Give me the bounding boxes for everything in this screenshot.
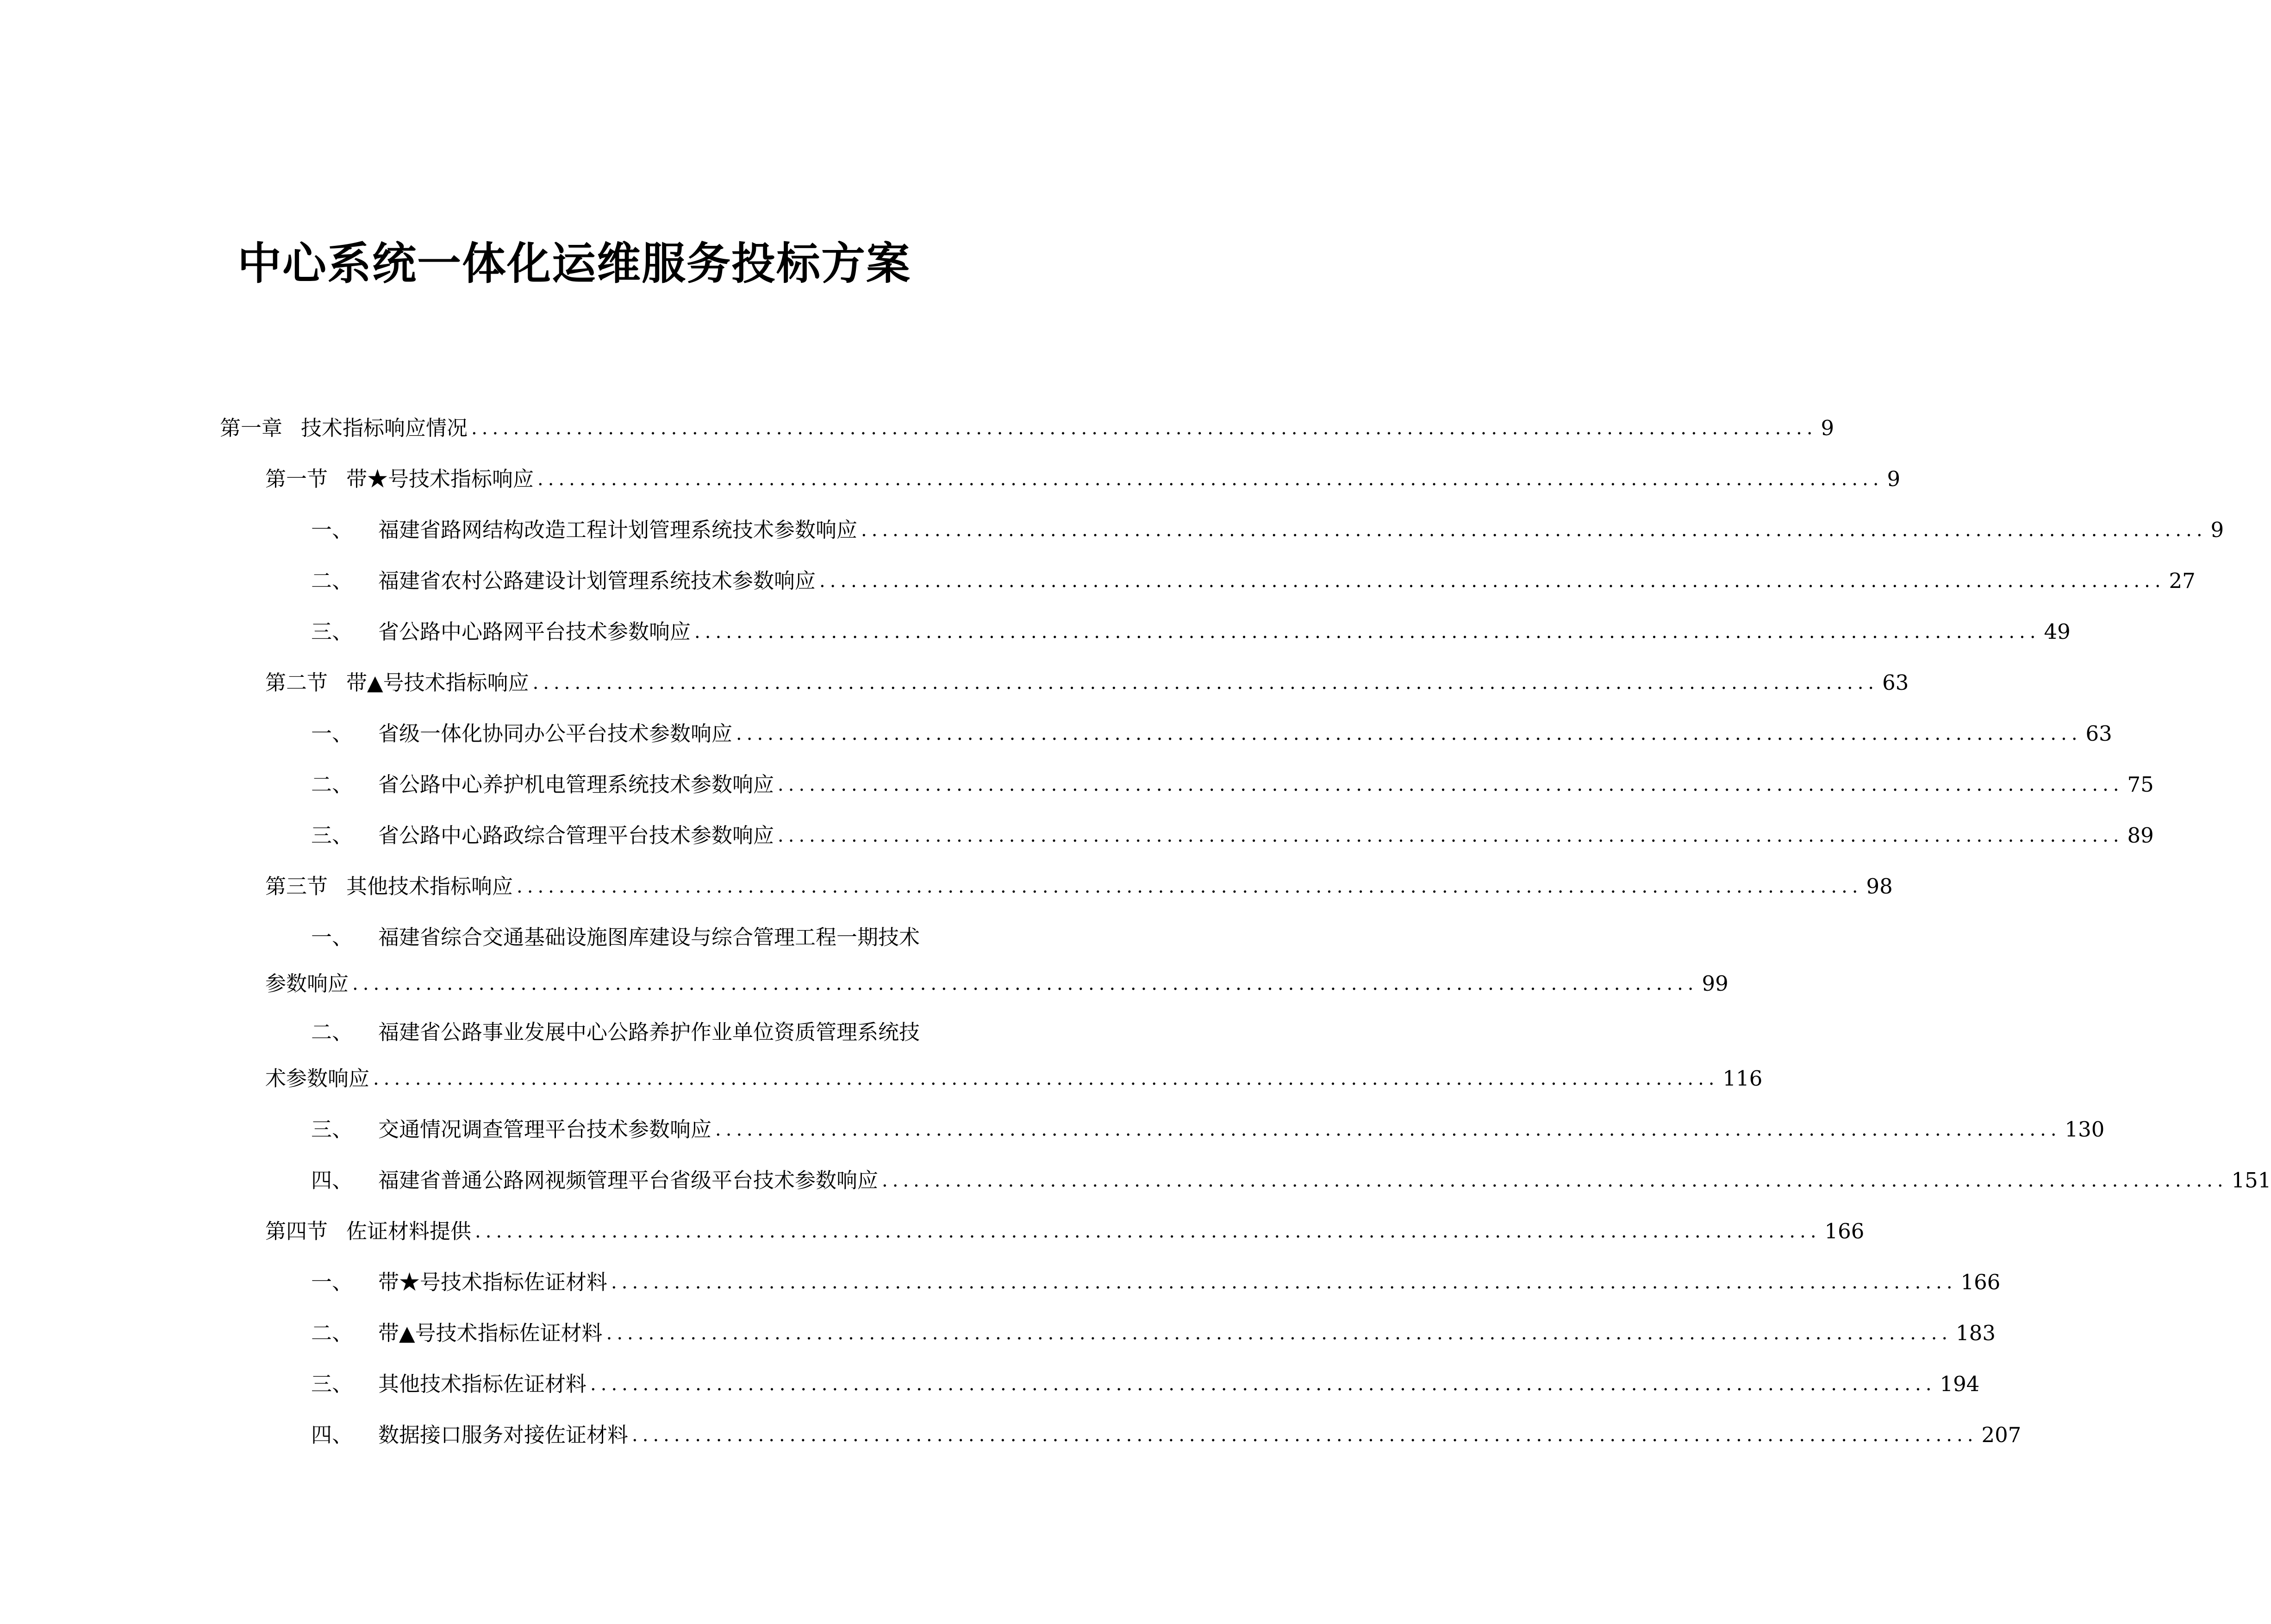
toc-number: 三、 [311,823,353,848]
toc-leader: ................................................................................................................................ [778,825,2124,846]
toc-entry[interactable] [311,1417,2021,1454]
toc-number: 四、 [311,1168,353,1193]
toc-page: 207 [1981,1423,2021,1447]
toc-entry[interactable] [265,461,1901,498]
toc-text: 福建省综合交通基础设施图库建设与综合管理工程一期技术 [378,925,920,949]
toc-leader: ................................................................................................................................ [736,723,2082,744]
toc-page: 49 [2044,619,2071,644]
toc-page: 9 [1821,416,1834,440]
toc-number: 一、 [311,925,353,949]
toc-entry-continuation[interactable] [265,965,1728,1002]
toc-entry[interactable] [311,1014,974,1051]
toc-entry[interactable] [311,1111,2105,1148]
toc-leader: ................................................................................................................................ [471,418,1817,439]
toc-leader: ................................................................................................................................ [882,1170,2228,1191]
toc-page: 194 [1940,1372,1980,1396]
toc-text: 省公路中心路网平台技术参数响应 [378,619,691,644]
toc-leader: ................................................................................................................................ [715,1119,2061,1140]
toc-entry[interactable] [311,766,2154,803]
toc-text: 交通情况调查管理平台技术参数响应 [378,1117,712,1142]
toc-entry[interactable] [265,1213,1865,1250]
toc-leader: ................................................................................................................................ [373,1068,1719,1089]
toc-number: 三、 [311,1117,353,1142]
toc-text: 数据接口服务对接佐证材料 [378,1423,629,1447]
toc-number: 第四节 [265,1219,328,1243]
toc-text: 省公路中心路政综合管理平台技术参数响应 [378,823,774,848]
toc-page: 63 [1882,670,1909,695]
toc-text: 技术指标响应情况 [301,416,468,440]
toc-number: 第二节 [265,670,328,695]
toc-page: 98 [1866,874,1893,899]
toc-entry[interactable] [265,664,1909,701]
toc-number: 二、 [311,772,353,797]
toc-page: 183 [1956,1321,1996,1345]
toc-text: 其他技术指标佐证材料 [378,1372,587,1396]
toc-number: 二、 [311,1321,353,1345]
toc-text: 福建省公路事业发展中心公路养护作业单位资质管理系统技 [378,1020,920,1044]
toc-entry[interactable] [311,1366,1980,1403]
toc-number: 一、 [311,518,353,542]
toc-number: 四、 [311,1423,353,1447]
toc-page: 166 [1824,1219,1865,1243]
document-title: 中心系统一体化运维服务投标方案 [237,238,911,289]
toc-entry[interactable] [311,1162,2271,1199]
toc-leader: ................................................................................................................................ [352,973,1698,994]
toc-entry[interactable] [311,919,974,956]
toc-text: 参数响应 [265,971,349,996]
toc-number: 第一节 [265,467,328,491]
toc-number: 第三节 [265,874,328,899]
toc-entry[interactable] [311,1264,2001,1301]
toc-text: 福建省农村公路建设计划管理系统技术参数响应 [378,568,816,593]
toc-leader: ................................................................................................................................ [611,1272,1957,1293]
toc-page: 89 [2127,823,2154,848]
toc-leader: ................................................................................................................................ [778,774,2124,795]
toc-entry[interactable] [265,868,1893,905]
toc-page: 116 [1722,1066,1763,1091]
toc-leader: ................................................................................................................................ [590,1374,1936,1395]
toc-page: 9 [1887,467,1901,491]
toc-page: 63 [2085,721,2112,746]
toc-page: 151 [2231,1168,2271,1193]
toc-page: 99 [1702,971,1728,996]
toc-page: 75 [2127,772,2154,797]
toc-text: 其他技术指标响应 [346,874,513,899]
toc-page: 166 [1960,1270,2001,1294]
toc-number: 二、 [311,568,353,593]
toc-number: 一、 [311,1270,353,1294]
toc-text: 福建省普通公路网视频管理平台省级平台技术参数响应 [378,1168,879,1193]
toc-text: 福建省路网结构改造工程计划管理系统技术参数响应 [378,518,858,542]
toc-entry[interactable] [311,613,2071,650]
toc-text: 带★号技术指标佐证材料 [378,1270,608,1294]
toc-leader: ................................................................................................................................ [861,519,2207,541]
toc-text: 带▲号技术指标响应 [346,670,529,695]
toc-entry-continuation[interactable] [265,1060,1763,1097]
toc-leader: ................................................................................................................................ [517,876,1863,897]
toc-entry[interactable] [311,817,2154,854]
toc-page: 130 [2065,1117,2105,1142]
toc-leader: ................................................................................................................................ [532,672,1879,693]
toc-number: 二、 [311,1020,353,1044]
toc-text: 省级一体化协同办公平台技术参数响应 [378,721,733,746]
toc-number: 三、 [311,619,353,644]
toc-text: 佐证材料提供 [346,1219,472,1243]
toc-entry[interactable] [311,562,2196,600]
toc-leader: ................................................................................................................................ [819,570,2165,592]
toc-entry[interactable] [311,715,2112,752]
toc-entry[interactable] [220,410,1834,447]
toc-number: 一、 [311,721,353,746]
toc-leader: ................................................................................................................................ [606,1323,1953,1344]
toc-entry[interactable] [311,1315,1996,1352]
toc-page: 9 [2210,518,2224,542]
toc-leader: ................................................................................................................................ [694,621,2040,643]
toc-text: 带▲号技术指标佐证材料 [378,1321,603,1345]
toc-text: 省公路中心养护机电管理系统技术参数响应 [378,772,774,797]
toc-leader: ................................................................................................................................ [475,1221,1821,1242]
toc-text: 带★号技术指标响应 [346,467,534,491]
toc-entry[interactable] [311,512,2224,549]
toc-leader: ................................................................................................................................ [632,1424,1978,1446]
toc-number: 第一章 [220,416,283,440]
toc-text: 术参数响应 [265,1066,370,1091]
toc-number: 三、 [311,1372,353,1396]
toc-leader: ................................................................................................................................ [537,468,1884,490]
toc-page: 27 [2169,568,2196,593]
